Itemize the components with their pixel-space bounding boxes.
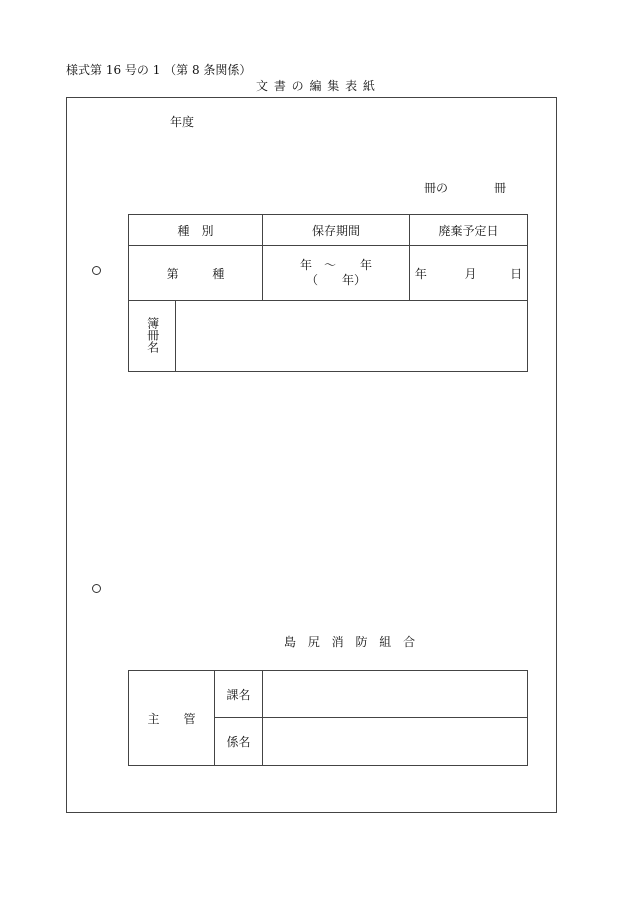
- retention-table: [128, 214, 528, 372]
- volume-label: 冊: [494, 181, 507, 195]
- subsection-label: 係名: [226, 735, 251, 749]
- disposal-date-cell[interactable]: [410, 246, 528, 301]
- category-cell[interactable]: [129, 246, 263, 301]
- register-name-label-cell: [129, 301, 176, 372]
- volume-of-label: 冊の: [424, 181, 449, 195]
- header-disposal-date: 廃棄予定日: [410, 215, 528, 246]
- fiscal-year-label: 年度: [170, 115, 195, 129]
- retention-period-cell[interactable]: [263, 246, 410, 301]
- manager-label-cell: [129, 671, 215, 766]
- subsection-field[interactable]: [263, 718, 528, 766]
- manager-label: 主 管: [147, 711, 196, 726]
- header-retention-period: 保存期間: [263, 215, 410, 246]
- register-name-field[interactable]: [176, 301, 528, 372]
- section-label-cell: [215, 671, 263, 718]
- disposal-year: 年: [414, 266, 427, 281]
- subsection-label-cell: [215, 718, 263, 766]
- period-duration: （ 年）: [306, 273, 367, 287]
- disposal-day: 日: [510, 266, 523, 281]
- register-name-label: 簿冊名: [145, 316, 160, 353]
- category-first: 第: [166, 266, 179, 281]
- disposal-month: 月: [464, 266, 477, 281]
- manager-table: [128, 670, 528, 766]
- section-label: 課名: [226, 687, 251, 702]
- document-title: 文 書 の 編 集 表 紙: [256, 79, 376, 93]
- binding-hole-top-icon: [92, 266, 101, 275]
- header-category: 種 別: [129, 215, 263, 246]
- period-years: 年 ～ 年: [300, 258, 373, 272]
- section-field[interactable]: [263, 671, 528, 718]
- organization-name: 島 尻 消 防 組 合: [284, 635, 420, 649]
- category-second: 種: [212, 266, 225, 281]
- form-number: 様式第 16 号の 1 （第 8 条関係）: [66, 63, 252, 77]
- binding-hole-bottom-icon: [92, 584, 101, 593]
